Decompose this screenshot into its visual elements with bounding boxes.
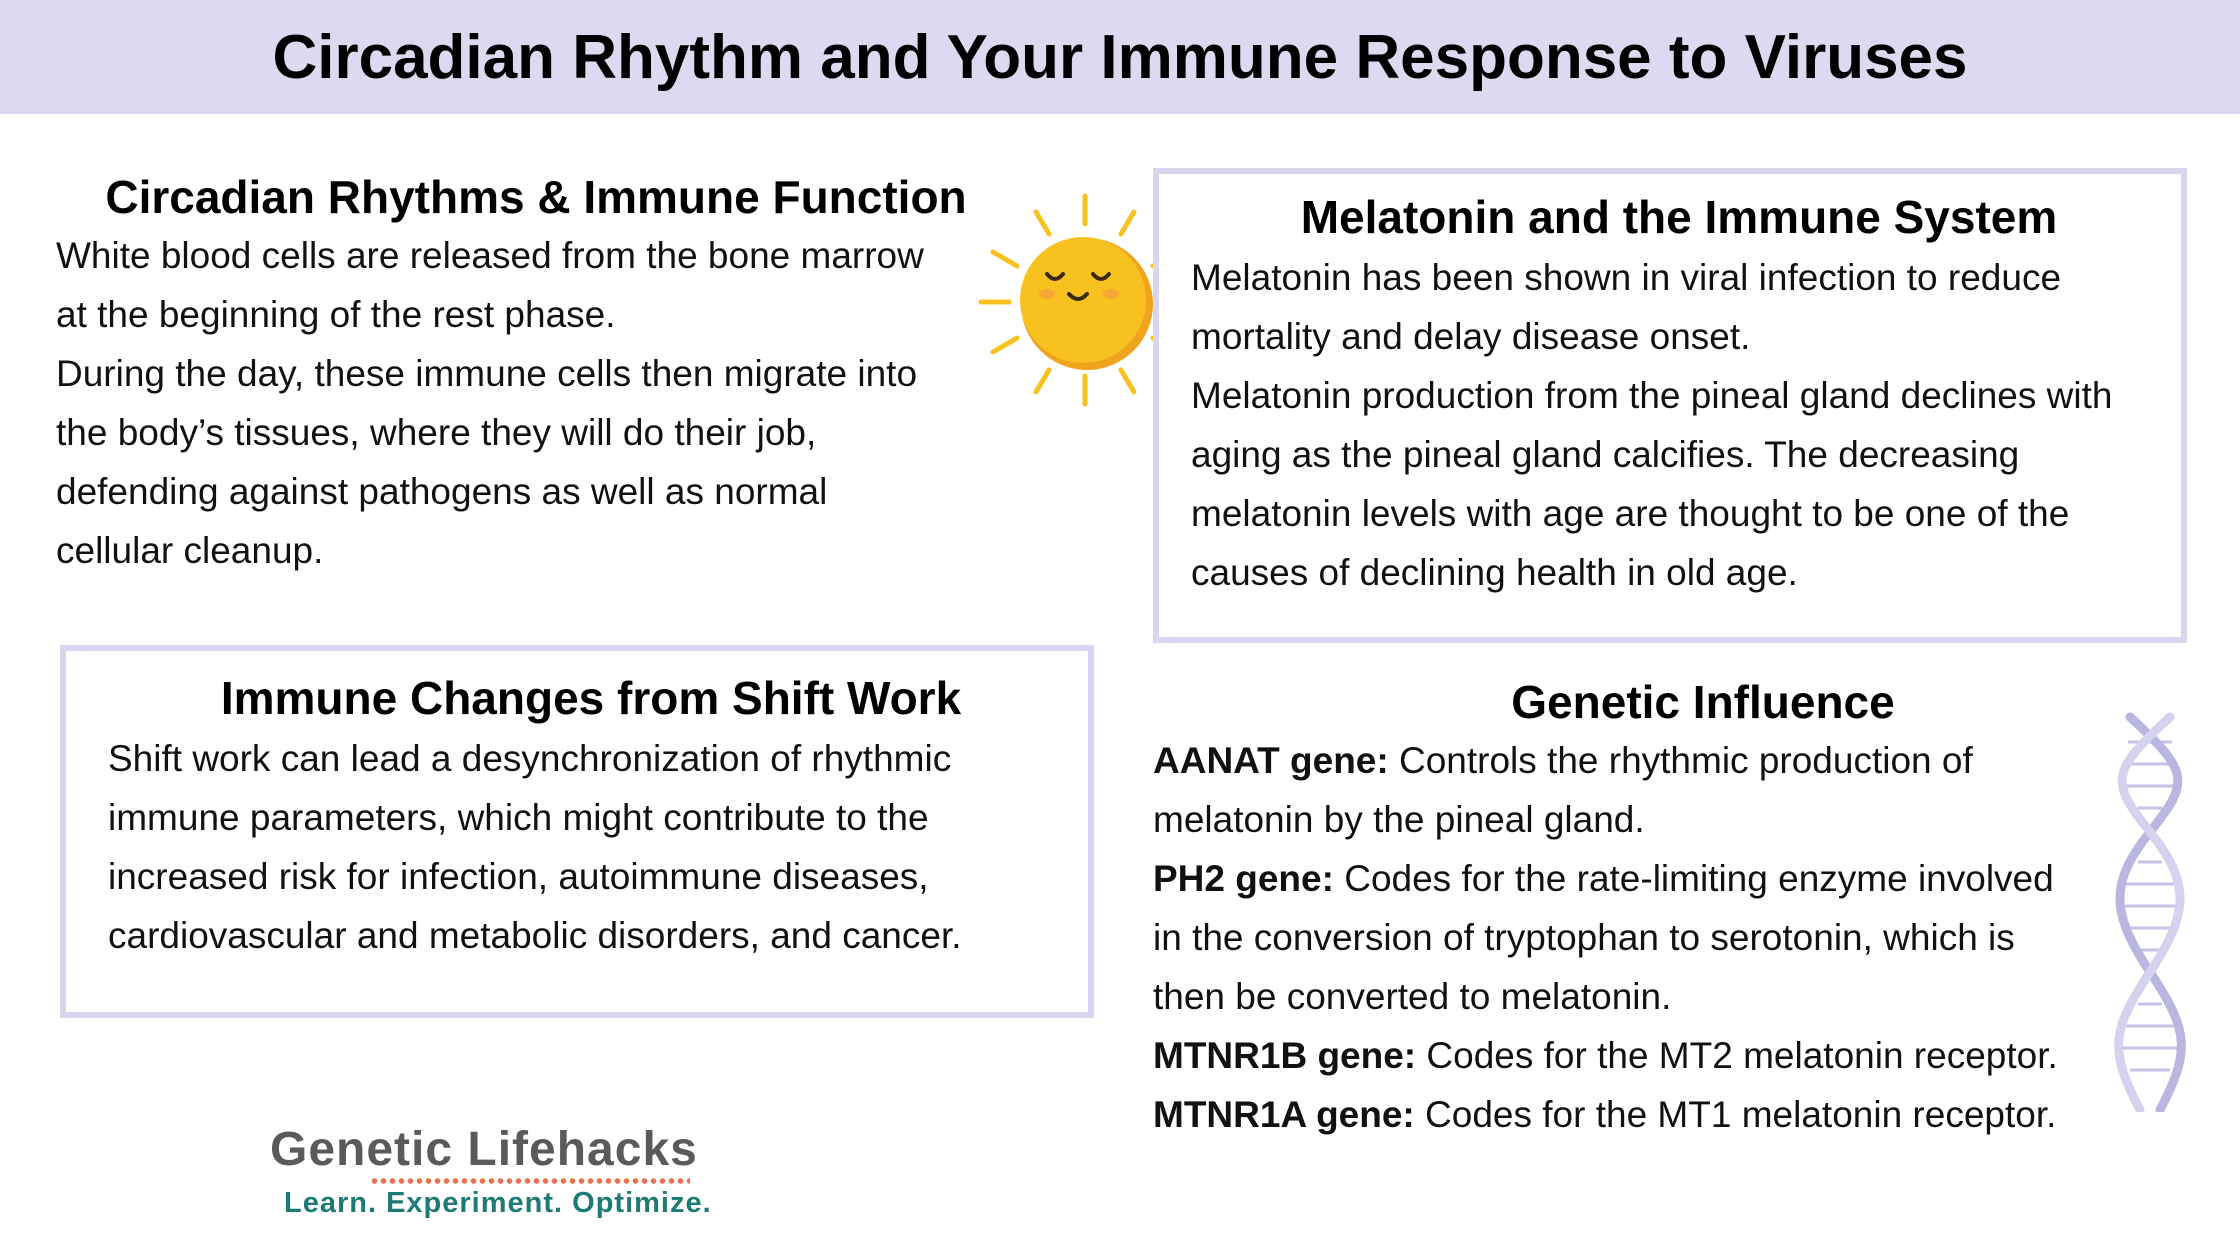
header-banner bbox=[0, 0, 2240, 114]
gene-name-mtnr1a: MTNR1A gene: bbox=[1153, 1094, 1415, 1135]
shift-work-heading: Immune Changes from Shift Work bbox=[220, 672, 962, 724]
logo-name: Genetic Lifehacks bbox=[270, 1123, 698, 1176]
shift-work-text bbox=[108, 729, 1074, 965]
genetic-lifehacks-logo bbox=[270, 1122, 750, 1220]
gene-desc: in the conversion of tryptophan to serotonin, which is bbox=[1153, 917, 2015, 958]
gene-desc: Codes for the MT1 melatonin receptor. bbox=[1414, 1094, 2057, 1135]
text-line: melatonin levels with age are thought to be one of the bbox=[1191, 493, 2070, 534]
gene-desc: then be converted to melatonin. bbox=[1153, 976, 1672, 1017]
gene-desc: melatonin by the pineal gland. bbox=[1153, 799, 1645, 840]
gene-name-ph2: PH2 gene: bbox=[1153, 858, 1334, 899]
text-line: During the day, these immune cells then migrate into bbox=[56, 353, 918, 394]
text-line: cellular cleanup. bbox=[56, 530, 324, 571]
gene-name-mtnr1b: MTNR1B gene: bbox=[1153, 1035, 1417, 1076]
text-line: White blood cells are released from the bone marrow bbox=[56, 235, 924, 276]
logo-tagline: Learn. Experiment. Optimize. bbox=[284, 1187, 712, 1219]
text-line: defending against pathogens as well as normal bbox=[56, 471, 828, 512]
text-line: causes of declining health in old age. bbox=[1191, 552, 1798, 593]
text-line: aging as the pineal gland calcifies. The decreasing bbox=[1191, 434, 2020, 475]
melatonin-heading: Melatonin and the Immune System bbox=[1300, 191, 2058, 243]
text-line: immune parameters, which might contribute to the bbox=[108, 797, 929, 838]
text-line: Melatonin has been shown in viral infection to reduce bbox=[1191, 257, 2062, 298]
text-line: mortality and delay disease onset. bbox=[1191, 316, 1751, 357]
text-line: Melatonin production from the pineal gland declines with bbox=[1191, 375, 2113, 416]
melatonin-text bbox=[1191, 248, 2167, 602]
gene-name-aanat: AANAT gene: bbox=[1153, 740, 1389, 781]
text-line: at the beginning of the rest phase. bbox=[56, 294, 616, 335]
logo-dots-divider bbox=[370, 1177, 690, 1185]
circadian-section bbox=[56, 170, 996, 580]
shift-work-box bbox=[60, 645, 1094, 1018]
circadian-heading: Circadian Rhythms & Immune Function bbox=[105, 171, 967, 223]
gene-desc: Controls the rhythmic production of bbox=[1388, 740, 1973, 781]
text-line: the body’s tissues, where they will do their job, bbox=[56, 412, 817, 453]
gene-desc: Codes for the rate-limiting enzyme involved bbox=[1333, 858, 2054, 899]
text-line: cardiovascular and metabolic disorders, and cancer. bbox=[108, 915, 962, 956]
genetic-heading: Genetic Influence bbox=[1511, 676, 1895, 728]
genetic-section bbox=[1153, 675, 2153, 1144]
text-line: increased risk for infection, autoimmune diseases, bbox=[108, 856, 929, 897]
melatonin-box bbox=[1153, 168, 2187, 643]
page-title: Circadian Rhythm and Your Immune Response to Viruses bbox=[272, 22, 1968, 92]
genetic-text bbox=[1153, 731, 2153, 1144]
gene-desc: Codes for the MT2 melatonin receptor. bbox=[1416, 1035, 2058, 1076]
circadian-text bbox=[56, 226, 996, 580]
text-line: Shift work can lead a desynchronization of rhythmic bbox=[108, 738, 952, 779]
dna-icon bbox=[2100, 712, 2200, 1112]
